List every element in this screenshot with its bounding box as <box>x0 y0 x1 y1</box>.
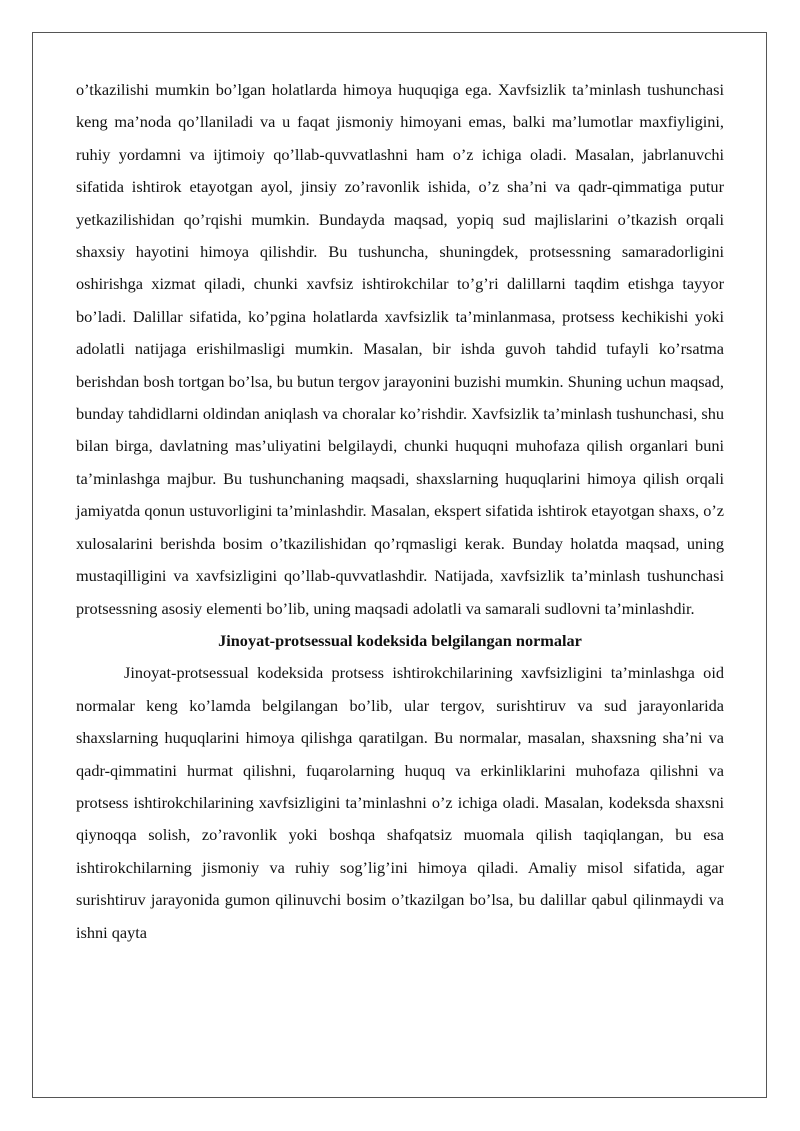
document-body <box>76 74 724 949</box>
paragraph-continued: o’tkazilishi mumkin bo’lgan holatlarda himoya huquqiga ega. Xavfsizlik ta’minlash tushunchasi keng ma’noda qo’llaniladi va u faqat jismoniy himoyani emas, balki ma’lumotlar maxfiyligini, ruhiy yordamni va ijtimoiy qo’llab-quvvatlashni ham o’z ichiga oladi. Masalan, jabrlanuvchi sifatida ishtirok etayotgan ayol, jinsiy zo’ravonlik ishida, o’z sha’ni va qadr-qimmatiga putur yetkazilishidan qo’rqishi mumkin. Bundayda maqsad, yopiq sud majlislarini o’tkazish orqali shaxsiy hayotini himoya qilishdir. Bu tushuncha, shuningdek, protsessning samaradorligini oshirishga xizmat qiladi, chunki xavfsiz ishtirokchilar to’g’ri dalillarni taqdim etishga tayyor bo’ladi. Dalillar sifatida, ko’pgina holatlarda xavfsizlik ta’minlanmasa, protsess kechikishi yoki adolatli natijaga erishilmasligi mumkin. Masalan, bir ishda guvoh tahdid tufayli ko’rsatma berishdan bosh tortgan bo’lsa, bu butun tergov jarayonini buzishi mumkin. Shuning uchun maqsad, bunday tahdidlarni oldindan aniqlash va choralar ko’rishdir. Xavfsizlik ta’minlash tushunchasi, shu bilan birga, davlatning mas’uliyatini belgilaydi, chunki huquqni muhofaza qilish organlari buni ta’minlashga majbur. Bu tushunchaning maqsadi, shaxslarning huquqlarini himoya qilish orqali jamiyatda qonun ustuvorligini ta’minlashdir. Masalan, ekspert sifatida ishtirok etayotgan shaxs, o’z xulosalarini berishda bosim o’tkazilishidan qo’rqmasligi kerak. Bunday holatda maqsad, uning mustaqilligini va xavfsizligini qo’llab-quvvatlashdir. Natijada, xavfsizlik ta’minlash tushunchasi protsessning asosiy elementi bo’lib, uning maqsadi adolatli va samarali sudlovni ta’minlashdir. <box>76 80 724 618</box>
section-heading: Jinoyat-protsessual kodeksida belgilangan normalar <box>218 630 582 650</box>
paragraph-section: Jinoyat-protsessual kodeksida protsess ishtirokchilarining xavfsizligini ta’minlashga oid normalar keng ko’lamda belgilangan bo’lib, ular tergov, surishtiruv va sud jarayonlarida shaxslarning huquqlarini himoya qilishga qaratilgan. Bu normalar, masalan, shaxsning sha’ni va qadr-qimmatini hurmat qilishni, fuqarolarning huquq va erkinliklarini muhofaza qilishni va protsess ishtirokchilarining xavfsizligini ta’minlashni o’z ichiga oladi. Masalan, kodeksda shaxsni qiynoqqa solish, zo’ravonlik yoki boshqa shafqatsiz muomala qilish taqiqlangan, bu esa ishtirokchilarning jismoniy va ruhiy sog’lig’ini himoya qiladi. Amaliy misol sifatida, agar surishtiruv jarayonida gumon qilinuvchi bosim o’tkazilgan bo’lsa, bu dalillar qabul qilinmaydi va ishni qayta <box>76 663 724 942</box>
